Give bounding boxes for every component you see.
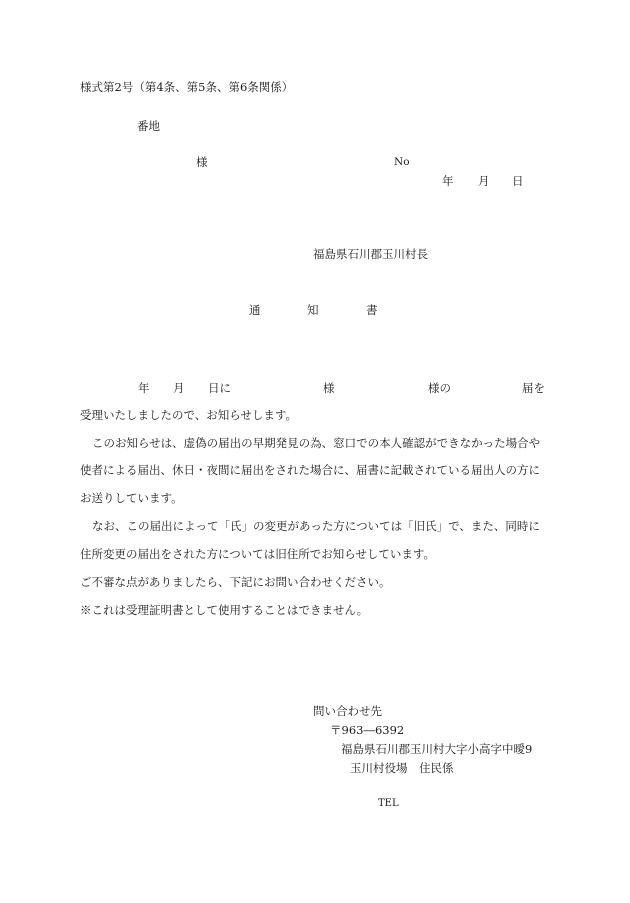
- notice-year: 年: [138, 381, 150, 395]
- body-line: お送りしています。: [80, 491, 183, 505]
- notice-todoke: 届を: [522, 381, 545, 395]
- body-line: このお知らせは、虚偽の届出の早期発見の為、窓口での本人確認ができなかった場合や: [92, 436, 541, 450]
- title-char-1: 通: [249, 303, 261, 317]
- date-year: 年: [442, 174, 454, 188]
- body-line: ※これは受理証明書として使用することはできません。: [80, 603, 369, 617]
- contact-postal-code: 〒963―6392: [330, 723, 405, 737]
- document-number-label: No: [394, 156, 410, 168]
- contact-office: 玉川村役場 住民係: [350, 761, 454, 775]
- contact-address: 福島県石川郡玉川村大字小高字中曖9: [341, 742, 533, 756]
- issuer-name: 福島県石川郡玉川村長: [313, 247, 428, 261]
- address-suffix: 番地: [137, 119, 160, 133]
- addressee-honorific: 様: [196, 155, 208, 169]
- contact-tel: TEL: [378, 798, 399, 809]
- body-line: 使者による届出、休日・夜間に届出をされた場合に、届書に記載されている届出人の方に: [80, 463, 540, 477]
- form-number: 様式第2号（第4条、第5条、第6条関係）: [80, 80, 294, 94]
- body-line: 受理いたしましたので、お知らせします。: [80, 408, 298, 422]
- notice-sama-1: 様: [323, 381, 335, 395]
- title-char-3: 書: [366, 303, 378, 317]
- body-line: なお、この届出によって「氏」の変更があった方については「旧氏」で、また、同時に: [92, 519, 540, 533]
- contact-heading: 問い合わせ先: [313, 704, 382, 718]
- title-char-2: 知: [307, 303, 319, 317]
- body-line: 住所変更の届出をされた方については旧住所でお知らせしています。: [80, 547, 436, 561]
- notice-sama-no: 様の: [428, 381, 451, 395]
- notice-day: 日に: [208, 381, 231, 395]
- body-line: ご不審な点がありましたら、下記にお問い合わせください。: [80, 575, 391, 589]
- notice-month: 月: [173, 381, 185, 395]
- date-day: 日: [512, 174, 524, 188]
- date-month: 月: [478, 174, 490, 188]
